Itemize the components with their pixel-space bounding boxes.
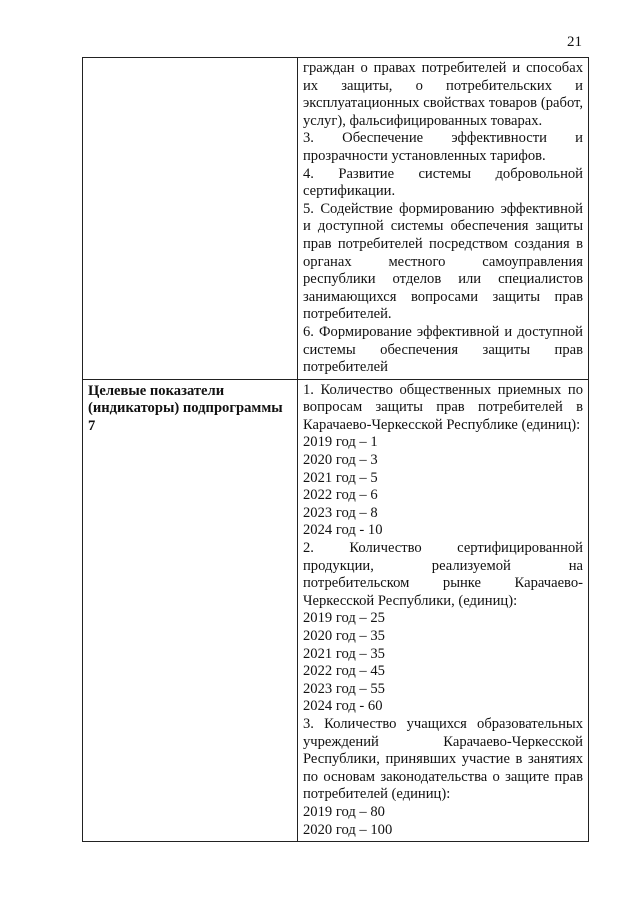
indicator-value: 2021 год – 35	[303, 645, 385, 662]
program-table	[82, 57, 589, 842]
table-row	[83, 58, 589, 380]
row-label-cell	[83, 58, 298, 380]
indicator-value: 2019 год – 80	[303, 803, 385, 820]
task-paragraph: 4. Развитие системы добровольной сертификации.	[303, 165, 583, 200]
row-label-cell: Целевые показатели (индикаторы) подпрограммы 7	[83, 379, 298, 841]
indicator-value: 2022 год – 45	[303, 663, 385, 680]
indicator-title: 3. Количество учащихся образовательных учреждений Карачаево-Черкесской Республики, принявших участие в занятиях по основам законодательства о защите прав потребителей (единиц):	[303, 715, 583, 803]
task-paragraph: 5. Содействие формированию эффективной и доступной системы обеспечения защиты прав потребителей посредством создания в органах местного самоуправления республики отделов или специалистов занимающихся вопросами защиты прав потребителей.	[303, 200, 583, 323]
indicator-value: 2021 год – 5	[303, 469, 378, 486]
indicator-title: 1. Количество общественных приемных по вопросам защиты прав потребителей в Карачаево-Черкесской Республике (единиц):	[303, 381, 583, 433]
indicator-value: 2020 год – 35	[303, 628, 385, 644]
row-content-cell	[298, 379, 589, 841]
indicator-value: 2024 год - 60	[303, 698, 383, 715]
indicator-value: 2019 год – 1	[303, 434, 378, 451]
row-content-cell	[298, 58, 589, 380]
indicator-value: 2022 год – 6	[303, 487, 378, 504]
indicator-value: 2023 год – 55	[303, 680, 385, 697]
task-paragraph: 3. Обеспечение эффективности и прозрачности установленных тарифов.	[303, 130, 583, 164]
indicator-value: 2019 год – 25	[303, 610, 385, 627]
indicator-value: 2023 год – 8	[303, 504, 378, 521]
task-paragraph: 6. Формирование эффективной и доступной системы обеспечения защиты прав потребителей	[303, 323, 583, 376]
indicator-value: 2020 год – 3	[303, 452, 378, 469]
indicator-value: 2020 год – 100	[303, 821, 393, 838]
indicator-value: 2024 год - 10	[303, 522, 383, 539]
task-paragraph: граждан о правах потребителей и способах их защиты, о потребительских и эксплуатационных свойствах товаров (работ, услуг), фальсифицированных товарах.	[303, 60, 583, 129]
page-number: 21	[567, 34, 582, 50]
indicator-title: 2. Количество сертифицированной продукции, реализуемой на потребительском рынке Карачаево-Черкесской Республики, (единиц):	[303, 540, 583, 609]
table-row	[83, 379, 589, 841]
